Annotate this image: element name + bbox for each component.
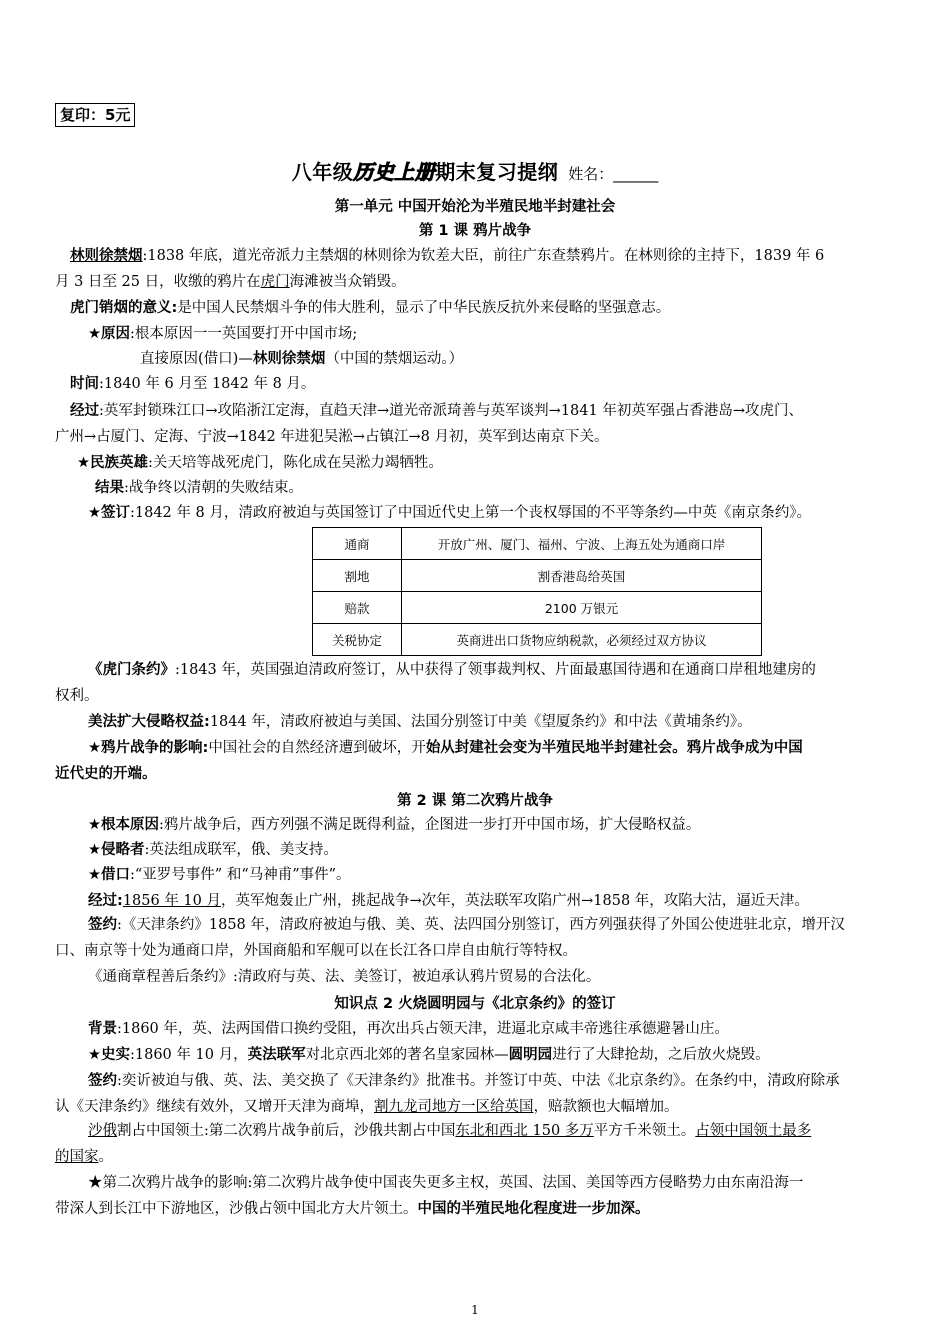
- p12-text1: 中国社会的自然经济遭到破坏，开: [208, 740, 426, 756]
- p23-bold: 中国的半殖民地化程度进一步加深。: [417, 1201, 650, 1217]
- p4-bold: 林则徐禁烟: [252, 351, 326, 367]
- p20-text-c: 进行了大肆抢劫，之后放火烧毁。: [552, 1047, 770, 1063]
- table-row: [313, 592, 762, 624]
- name-label: 姓名：: [568, 165, 614, 183]
- paragraph-trade-rules: 《通商章程善后条约》:清政府与英、法、美签订，被迫承认鸦片贸易的合法化。: [88, 969, 601, 985]
- paragraph-direct-cause: [55, 346, 903, 372]
- lesson2-heading: 第 2 课 第二次鸦片战争: [397, 793, 553, 809]
- p20-text-a: :1860 年 10 月，: [130, 1047, 248, 1063]
- paragraph-humen-treaty: [55, 657, 903, 709]
- paragraph-time: [55, 371, 903, 397]
- paragraph-cause: [55, 321, 903, 347]
- p13-label: ★根本原因: [88, 817, 159, 833]
- p22-text-b: 平方千米领土。: [593, 1123, 696, 1139]
- p10-text1: :1843 年，英国强迫清政府签订，从中获得了领事裁判权、片面最惠国待遇和在通商口岸租地建房的: [175, 662, 816, 678]
- paragraph-background: [55, 1016, 903, 1042]
- price-box: 复印：5元: [55, 103, 135, 127]
- lesson1-heading: 第 1 课 鸦片战争: [418, 223, 532, 239]
- p17-text2: 口、南京等十处为通商口岸，外国商船和军舰可以在长江各口岸自由航行等特权。: [55, 943, 577, 959]
- paragraph-historical-fact: [55, 1042, 903, 1068]
- paragraph-heroes: [55, 450, 903, 476]
- p6-label: 经过: [70, 403, 99, 419]
- p10-label: 《虎门条约》: [88, 662, 175, 678]
- title-suffix: 期末复习提纲: [435, 160, 559, 184]
- paragraph-russia: [55, 1118, 903, 1170]
- p16-underline: 1856 年 10 月: [122, 893, 221, 909]
- p5-label: 时间: [70, 376, 99, 392]
- p21-label: 签约: [88, 1073, 117, 1089]
- title-prefix: 八年级: [291, 160, 354, 184]
- p11-text: 1844 年，清政府被迫与美国、法国分别签订中美《望厦条约》和中法《黄埔条约》。: [209, 714, 752, 730]
- p14-text: :英法组成联军，俄、美支持。: [144, 842, 338, 858]
- table-key: 割地: [313, 560, 402, 592]
- p10-text2: 权利。: [55, 688, 99, 704]
- p11-label: 美法扩大侵略权益:: [88, 714, 210, 730]
- kp2-heading: 知识点 2 火烧圆明园与《北京条约》的签订: [334, 996, 616, 1012]
- paragraph-beijing-treaty: [55, 1068, 903, 1120]
- p20-bold-a: 英法联军: [247, 1047, 306, 1063]
- table-value: 开放广州、厦门、福州、宁波、上海五处为通商口岸: [402, 528, 762, 560]
- p13-text: :鸦片战争后，西方列强不满足既得利益，企图进一步打开中国市场，扩大侵略权益。: [159, 817, 701, 833]
- p8-text: :战争终以清朝的失败结束。: [124, 480, 303, 496]
- p4-text-a: 直接原因(借口)—: [140, 351, 253, 367]
- p23-text1: ★第二次鸦片战争的影响:第二次鸦片战争使中国丧失更多主权，英国、法国、美国等西方侵略势力由东南沿海一: [88, 1175, 804, 1191]
- paragraph-aggressors: [55, 837, 903, 863]
- unit1-heading: 第一单元 中国开始沦为半殖民地半封建社会: [334, 199, 616, 215]
- p12-bold1: 始从封建社会变为半殖民地半封建社会。鸦片战争成为中国: [425, 740, 803, 756]
- table-key: 赔款: [313, 592, 402, 624]
- table-row: [313, 624, 762, 656]
- p1-text2u: 虎门: [260, 274, 290, 290]
- p22-label: 沙俄: [88, 1123, 117, 1139]
- p9-text: :1842 年 8 月，清政府被迫与英国签订了中国近代史上第一个丧权辱国的不平等条约—中英《南京条约》。: [130, 505, 812, 521]
- paragraph-course-2: [55, 888, 903, 914]
- p2-label: 虎门销烟的意义:: [70, 300, 178, 316]
- p22-u2: 占领中国领土最多: [695, 1123, 812, 1139]
- paragraph-us-france: [55, 709, 903, 735]
- p20-text-b: 对北京西北郊的著名皇家园林—: [305, 1047, 509, 1063]
- p7-text: :关天培等战死虎门，陈化成在吴淞力竭牺牲。: [148, 455, 443, 471]
- p21-text2u: 割九龙司地方一区给英国: [374, 1099, 534, 1115]
- p12-label: ★鸦片战争的影响:: [88, 740, 209, 756]
- p16-text: ，英军炮轰止广州，挑起战争→次年，英法联军攻陷广州→1858 年，攻陷大沽，逼近天津。: [221, 893, 809, 909]
- p1-text2b: 海滩被当众销毁。: [289, 274, 406, 290]
- p3-text: :根本原因一一英国要打开中国市场;: [130, 326, 358, 342]
- p22-u1: 东北和西北 150 多万: [455, 1123, 594, 1139]
- paragraph-course: [55, 398, 903, 450]
- p8-label: 结果: [95, 480, 124, 496]
- p19-text: :1860 年，英、法两国借口换约受阻，再次出兵占领天津，进逼北京咸丰帝逃往承德避暑山庄。: [117, 1021, 729, 1037]
- table-key: 通商: [313, 528, 402, 560]
- nanjing-treaty-table: [312, 527, 762, 656]
- title-outline-word: 历史上册: [353, 160, 436, 184]
- p12-bold2: 近代史的开端。: [55, 766, 157, 782]
- p6-text1: :英军封锁珠江口→攻陷浙江定海，直趋天津→道光帝派琦善与英军谈判→1841 年初英军强占香港岛→攻虎门、: [99, 403, 803, 419]
- name-blank: ______: [613, 165, 659, 183]
- paragraph-lin-zexu: [55, 243, 903, 295]
- paragraph-signing: [55, 500, 903, 526]
- p23-text2: 带深人到长江中下游地区，沙俄占领中国北方大片领土。: [55, 1201, 418, 1217]
- paragraph-result: [55, 475, 903, 501]
- p22-text-c: 。: [98, 1149, 113, 1165]
- p16-label: 经过:: [88, 893, 123, 909]
- table-value: 割香港岛给英国: [402, 560, 762, 592]
- paragraph-root-cause: [55, 812, 903, 838]
- p17-text1: :《天津条约》1858 年，清政府被迫与俄、美、英、法四国分别签订，西方列强获得了外国公使进驻北京，增开汉: [117, 917, 845, 933]
- table-value: 英商进出口货物应纳税款，必须经过双方协议: [402, 624, 762, 656]
- table-row: [313, 560, 762, 592]
- p6-text2: 广州→占厦门、定海、宁波→1842 年进犯吴淞→占镇江→8 月初，英军到达南京下关。: [55, 429, 609, 445]
- p22-text-a: 割占中国领土:第二次鸦片战争前后，沙俄共割占中国: [117, 1123, 456, 1139]
- p2-text: 是中国人民禁烟斗争的伟大胜利，显示了中华民族反抗外来侵略的坚强意志。: [177, 300, 671, 316]
- p14-label: ★侵略者: [88, 842, 145, 858]
- p15-text: :“亚罗号事件” 和“马神甫”事件”。: [130, 867, 351, 883]
- p3-label: ★原因: [88, 326, 130, 342]
- p1-text1: :1838 年底，道光帝派力主禁烟的林则徐为钦差大臣，前往广东查禁鸦片。在林则徐的主持下，1839 年 6: [142, 248, 825, 264]
- p21-text1: :奕䜣被迫与俄、英、法、美交换了《天津条约》批准书。并签订中英、中法《北京条约》。在条约中，清政府除承: [117, 1073, 840, 1089]
- paragraph-second-war-impact: [55, 1170, 903, 1222]
- paragraph-opium-war-impact: [55, 735, 903, 787]
- p20-bold-b: 圆明园: [508, 1047, 553, 1063]
- p1-text2a: 月 3 日至 25 日，收缴的鸦片在: [55, 274, 261, 290]
- paragraph-humen-significance: [55, 295, 903, 321]
- table-key: 关税协定: [313, 624, 402, 656]
- p22-u3: 的国家: [55, 1149, 99, 1165]
- p7-label: ★民族英雄: [77, 455, 148, 471]
- p1-label: 林则徐禁烟: [70, 248, 143, 264]
- p15-label: ★借口: [88, 867, 130, 883]
- page-title: [0, 156, 950, 185]
- p4-text-b: （中国的禁烟运动。）: [325, 351, 464, 367]
- p20-label: ★史实: [88, 1047, 130, 1063]
- paragraph-pretext: [55, 862, 903, 888]
- paragraph-tianjin-treaty: [55, 912, 903, 964]
- table-row: [313, 528, 762, 560]
- page-number: 1: [471, 1303, 479, 1317]
- p21-text2b: ，赔款额也大幅增加。: [533, 1099, 679, 1115]
- table-value: 2100 万银元: [402, 592, 762, 624]
- p5-text: :1840 年 6 月至 1842 年 8 月。: [99, 376, 316, 392]
- p19-label: 背景: [88, 1021, 117, 1037]
- p9-label: ★签订: [88, 505, 130, 521]
- p17-label: 签约: [88, 917, 117, 933]
- p21-text2a: 认《天津条约》继续有效外，又增开天津为商埠，: [55, 1099, 374, 1115]
